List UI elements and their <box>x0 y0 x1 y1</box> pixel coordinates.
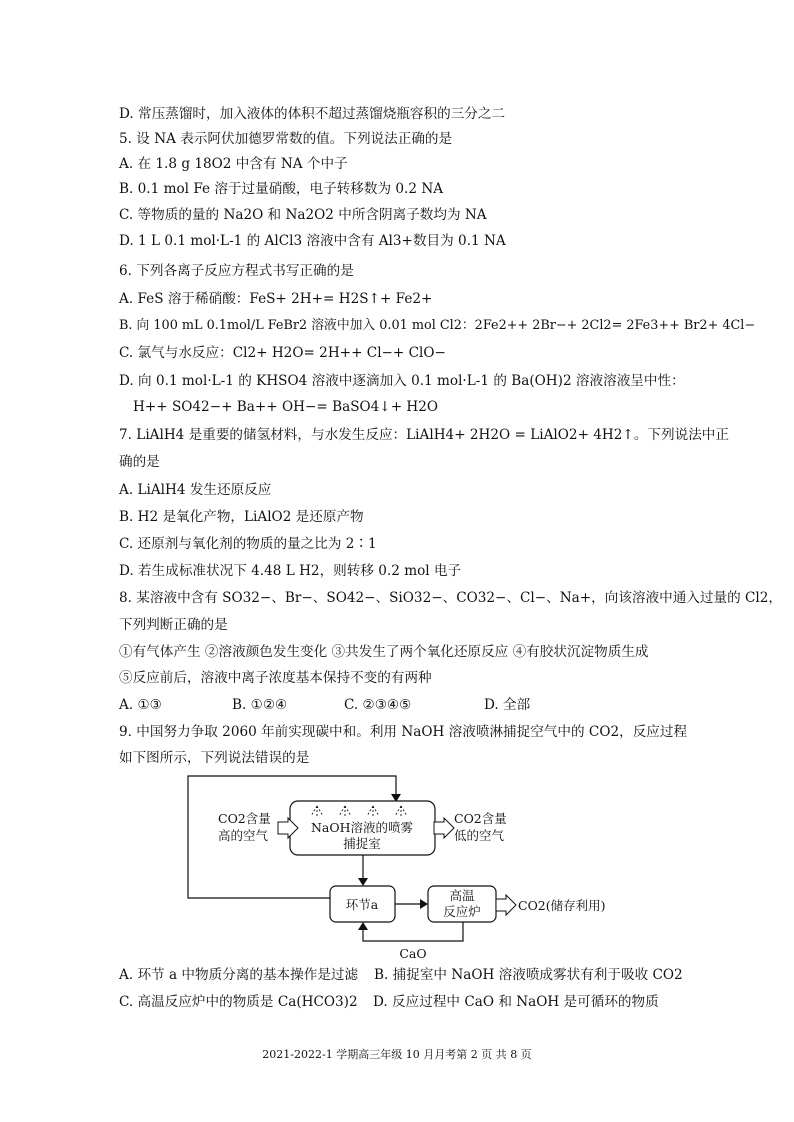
q6-option-a: A. FeS 溶于稀硝酸：FeS+ 2H+= H2S↑+ Fe2+ <box>119 291 433 307</box>
chamber-label-1: NaOH溶液的喷雾 <box>310 820 414 835</box>
page-footer: 2021-2022-1 学期高三年级 10 月月考第 2 页 共 8 页 <box>262 1048 532 1061</box>
q5-stem: 5. 设 NA 表示阿伏加德罗常数的值。下列说法正确的是 <box>119 131 453 147</box>
q7-option-a: A. LiAlH4 发生还原反应 <box>119 482 272 498</box>
furnace-label-1: 高温 <box>449 888 475 903</box>
q7-option-c: C. 还原剂与氧化剂的物质的量之比为 2∶1 <box>119 536 377 552</box>
input-air-label-2: 高的空气 <box>218 828 269 843</box>
q9-option-d: D. 反应过程中 CaO 和 NaOH 是可循环的物质 <box>373 994 659 1010</box>
q7-stem-line1: 7. LiAlH4 是重要的储氢材料，与水发生反应：LiAlH4+ 2H2O = LiAlO2+ 4H2↑。下列说法中正 <box>119 427 729 443</box>
q5-option-b: B. 0.1 mol Fe 溶于过量硝酸，电子转移数为 0.2 NA <box>119 181 444 197</box>
product-arrow <box>496 895 516 915</box>
q5-option-a: A. 在 1.8 g 18O2 中含有 NA 个中子 <box>119 156 348 172</box>
q6-stem: 6. 下列各离子反应方程式书写正确的是 <box>119 263 354 279</box>
q7-stem-line2: 确的是 <box>119 454 160 470</box>
chamber-label-2: 捕捉室 <box>343 836 381 851</box>
co2-capture-process-diagram <box>180 768 620 960</box>
q8-option-c: C. ②③④⑤ <box>344 697 412 713</box>
q9-option-c: C. 高温反应炉中的物质是 Ca(HCO3)2 <box>119 994 358 1010</box>
q7-option-d: D. 若生成标准状况下 4.48 L H2，则转移 0.2 mol 电子 <box>119 563 462 579</box>
output-air-label-1: CO2含量 <box>454 811 507 826</box>
q9-option-b: B. 捕捉室中 NaOH 溶液喷成雾状有利于吸收 CO2 <box>374 967 683 983</box>
cao-return-line <box>363 922 463 941</box>
q8-stem-line1: 8. 某溶液中含有 SO32−、Br−、SO42−、SiO32−、CO32−、Cl−、Na+，向该溶液中通入过量的 Cl2， <box>119 590 782 606</box>
q6-option-b: B. 向 100 mL 0.1mol/L FeBr2 溶液中加入 0.01 mol Cl2：2Fe2++ 2Br−+ 2Cl2= 2Fe3++ Br2+ 4Cl− <box>119 318 756 333</box>
q5-option-d: D. 1 L 0.1 mol·L-1 的 AlCl3 溶液中含有 Al3+数目为 0.1 NA <box>119 233 506 249</box>
product-label: CO2(储存利用) <box>518 898 606 913</box>
q8-option-b: B. ①②④ <box>232 697 288 713</box>
input-air-label-1: CO2含量 <box>218 811 271 826</box>
q4-option-d: D. 常压蒸馏时，加入液体的体积不超过蒸馏烧瓶容积的三分之二 <box>119 106 506 122</box>
q9-stem-line2: 如下图所示，下列说法错误的是 <box>119 750 310 766</box>
q9-stem-line1: 9. 中国努力争取 2060 年前实现碳中和。利用 NaOH 溶液喷淋捕捉空气中的 CO2，反应过程 <box>119 724 688 740</box>
furnace-label-2: 反应炉 <box>443 904 481 919</box>
q6-option-c: C. 氯气与水反应：Cl2+ H2O= 2H++ Cl−+ ClO− <box>119 345 446 361</box>
q5-option-c: C. 等物质的量的 Na2O 和 Na2O2 中所含阴离子数均为 NA <box>119 207 487 223</box>
q8-option-a: A. ①③ <box>119 697 162 713</box>
q8-items-line2: ⑤反应前后，溶液中离子浓度基本保持不变的有两种 <box>119 670 432 686</box>
q7-option-b: B. H2 是氧化产物，LiAlO2 是还原产物 <box>119 509 364 525</box>
cao-label: CaO <box>399 946 427 960</box>
q8-items-line1: ①有气体产生 ②溶液颜色发生变化 ③共发生了两个氧化还原反应 ④有胶状沉淀物质生成 <box>119 644 649 660</box>
output-arrow <box>434 818 454 838</box>
output-air-label-2: 低的空气 <box>454 828 505 843</box>
arrowhead-right <box>420 899 428 909</box>
q8-stem-line2: 下列判断正确的是 <box>119 617 228 633</box>
q9-option-a: A. 环节 a 中物质分离的基本操作是过滤 <box>119 967 359 983</box>
arrowhead-up <box>358 922 368 930</box>
q6-option-d-line2: H++ SO42−+ Ba++ OH−= BaSO4↓+ H2O <box>133 399 439 415</box>
step-a-label: 环节a <box>345 897 379 912</box>
q6-option-d-line1: D. 向 0.1 mol·L-1 的 KHSO4 溶液中逐滴加入 0.1 mol·L-1 的 Ba(OH)2 溶液溶液呈中性： <box>119 373 685 389</box>
arrowhead-down-2 <box>358 878 368 886</box>
q8-option-d: D. 全部 <box>484 697 531 713</box>
